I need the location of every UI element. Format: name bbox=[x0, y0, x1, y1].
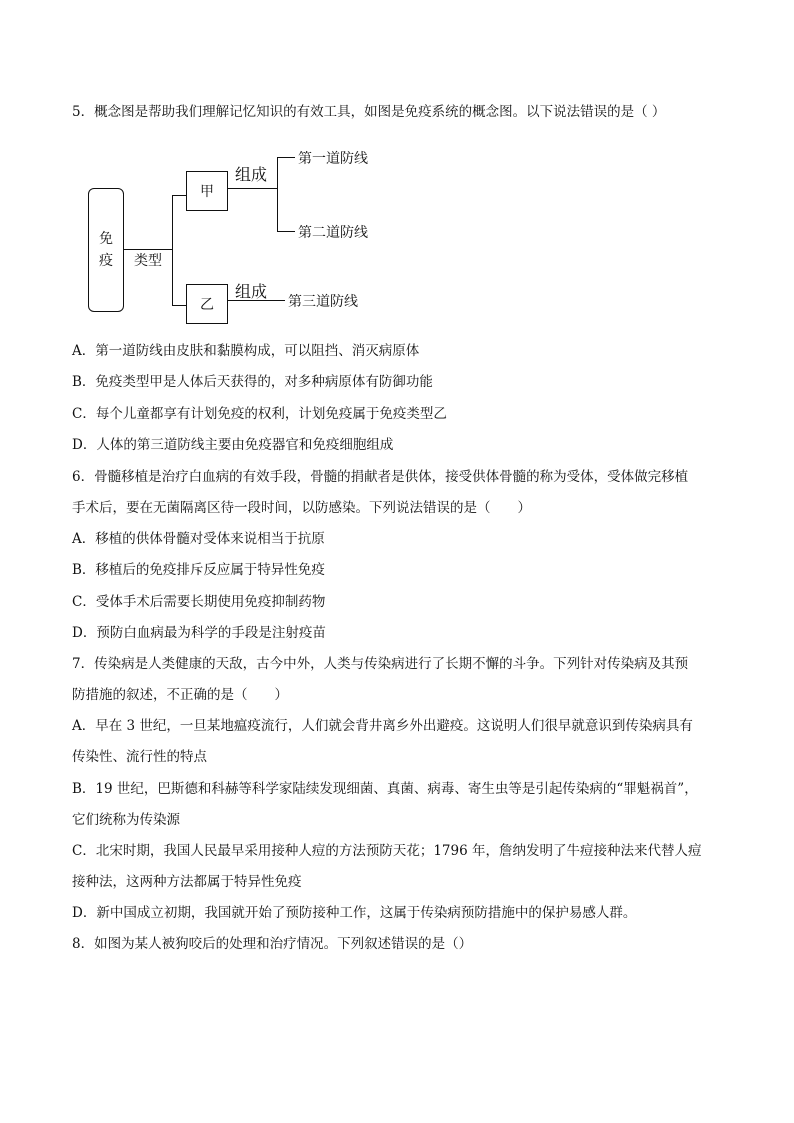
q7-option-d: D．新中国成立初期，我国就开始了预防接种工作，这属于传染病预防措施中的保护易感人群。 bbox=[72, 905, 637, 921]
q7-option-b-line-1: B．19 世纪，巴斯德和科赫等科学家陆续发现细菌、真菌、病毒、寄生虫等是引起传染病的“罪魁祸首”， bbox=[72, 781, 698, 797]
root-char-2: 疫 bbox=[99, 253, 113, 269]
type-label: 类型 bbox=[134, 253, 162, 269]
connector-a-vertical bbox=[277, 157, 278, 231]
q7-option-c-line-1: C．北宋时期，我国人民最早采用接种人痘的方法预防天花；1796 年，詹纳发明了牛痘接种法来代替人痘 bbox=[72, 843, 702, 859]
q7-option-a-line-2: 传染性、流行性的特点 bbox=[72, 749, 207, 765]
q5-stem: 5．概念图是帮助我们理解记忆知识的有效工具，如图是免疫系统的概念图。以下说法错误的是（ ） bbox=[72, 104, 666, 120]
box-type-a bbox=[186, 171, 228, 211]
defense-line-3: 第三道防线 bbox=[288, 294, 358, 310]
q6-option-d: D．预防白血病最为科学的手段是注射疫苗 bbox=[72, 625, 326, 641]
q6-stem-line-2: 手术后，要在无菌隔离区待一段时间，以防感染。下列说法错误的是（ ） bbox=[72, 500, 531, 516]
connector-vertical-main bbox=[172, 195, 173, 305]
q5-option-d: D．人体的第三道防线主要由免疫器官和免疫细胞组成 bbox=[72, 437, 394, 453]
box-type-b-label: 乙 bbox=[200, 297, 214, 313]
box-type-a-label: 甲 bbox=[200, 184, 214, 200]
root-char-1: 免 bbox=[99, 231, 113, 247]
compose-label-a: 组成 bbox=[235, 165, 268, 184]
connector-a-out bbox=[227, 188, 277, 189]
q8-stem: 8．如图为某人被狗咬后的处理和治疗情况。下列叙述错误的是（） bbox=[72, 936, 473, 952]
defense-line-2: 第二道防线 bbox=[298, 225, 368, 241]
connector-to-a bbox=[172, 195, 186, 196]
q7-option-c-line-2: 接种法，这两种方法都属于特异性免疫 bbox=[72, 874, 302, 890]
connector-line2 bbox=[277, 231, 295, 232]
box-type-b bbox=[186, 284, 228, 324]
q6-option-c: C．受体手术后需要长期使用免疫抑制药物 bbox=[72, 594, 326, 610]
root-box-immunity bbox=[88, 188, 124, 312]
compose-label-b: 组成 bbox=[235, 282, 268, 301]
q5-option-c: C．每个儿童都享有计划免疫的权利，计划免疫属于免疫类型乙 bbox=[72, 406, 447, 422]
q6-option-a: A．移植的供体骨髓对受体来说相当于抗原 bbox=[72, 531, 325, 547]
q6-stem-line-1: 6．骨髓移植是治疗白血病的有效手段，骨髓的捐献者是供体，接受供体骨髓的称为受体，受体做完移植 bbox=[72, 469, 689, 485]
connector-to-b bbox=[172, 305, 186, 306]
q7-stem-line-2: 防措施的叙述，不正确的是（ ） bbox=[72, 687, 288, 703]
connector-line1 bbox=[277, 157, 295, 158]
q5-option-b: B．免疫类型甲是人体后天获得的，对多种病原体有防御功能 bbox=[72, 374, 433, 390]
q6-option-b: B．移植后的免疫排斥反应属于特异性免疫 bbox=[72, 562, 325, 578]
q5-option-a: A．第一道防线由皮肤和黏膜构成，可以阻挡、消灭病原体 bbox=[72, 343, 420, 359]
q7-option-b-line-2: 它们统称为传染源 bbox=[72, 812, 180, 828]
defense-line-1: 第一道防线 bbox=[298, 151, 368, 167]
q7-stem-line-1: 7．传染病是人类健康的天敌，古今中外，人类与传染病进行了长期不懈的斗争。下列针对传染病及其预 bbox=[72, 656, 689, 672]
immune-concept-map bbox=[72, 140, 412, 330]
q7-option-a-line-1: A．早在 3 世纪，一旦某地瘟疫流行，人们就会背井离乡外出避疫。这说明人们很早就意识到传染病具有 bbox=[72, 718, 693, 734]
